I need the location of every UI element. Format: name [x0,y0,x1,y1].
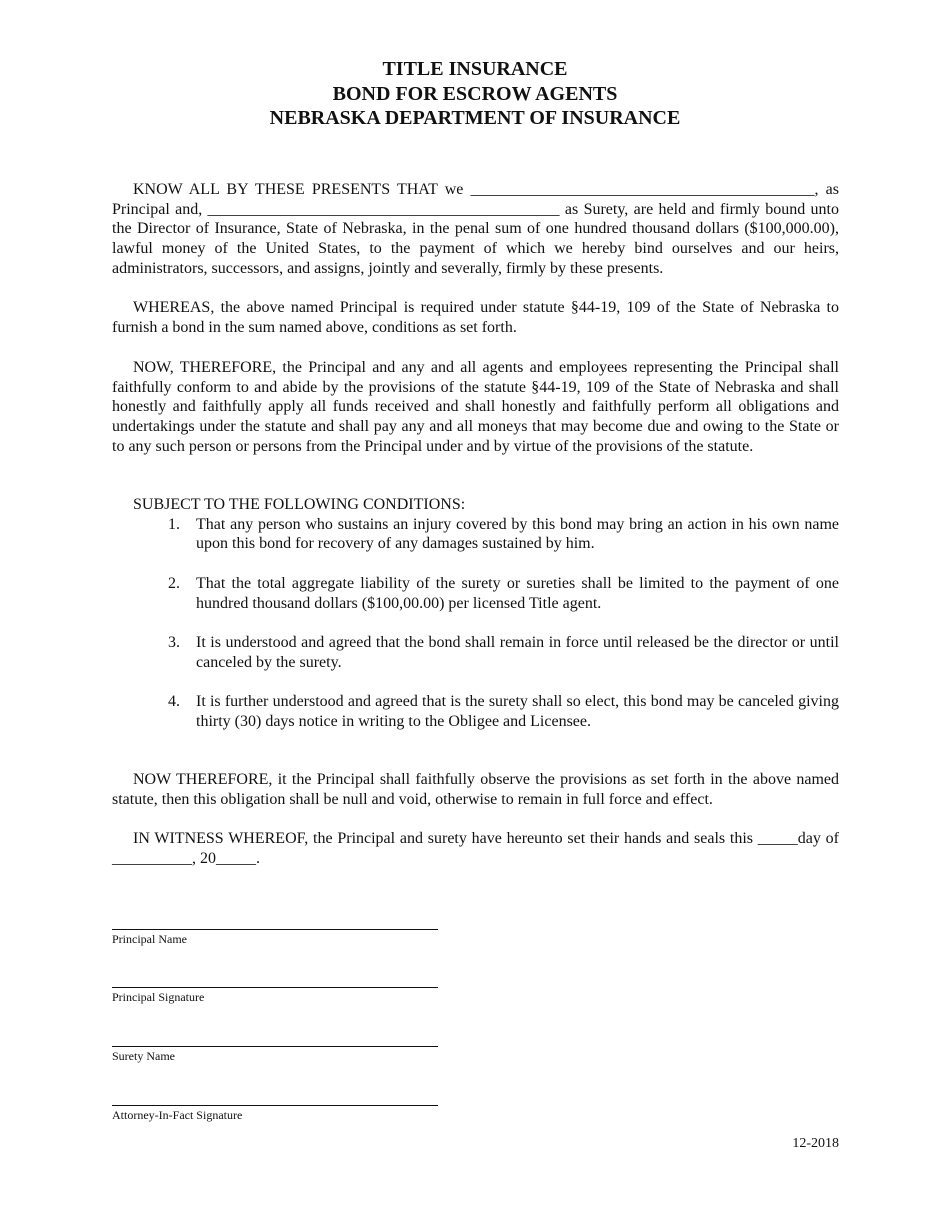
surety-name-line[interactable] [112,1046,438,1047]
condition-item [112,574,839,613]
condition-text: It is understood and agreed that the bond shall remain in force until released be the director or until canceled by the surety. [196,633,839,671]
document-title [0,57,950,131]
witness-paragraph: IN WITNESS WHEREOF, the Principal and surety have hereunto set their hands and seals this _____day of __________, 20_____. [112,830,839,867]
condition-item [112,515,839,554]
title-line-3: NEBRASKA DEPARTMENT OF INSURANCE [269,107,681,129]
obligation-section [112,770,839,809]
principal-signature-block [112,987,438,1004]
principal-signature-line[interactable] [112,987,438,988]
principal-name-block [112,929,438,946]
principal-name-line[interactable] [112,929,438,930]
conditions-list [112,515,839,732]
condition-number: 2. [168,574,180,592]
obligation-paragraph: NOW THEREFORE, it the Principal shall faithfully observe the provisions as set forth in the above named statute, then this obligation shall be null and void, otherwise to remain in full force and effect. [112,771,839,808]
condition-text: That any person who sustains an injury covered by this bond may bring an action in his own name upon this bond for recovery of any damages sustained by him. [196,515,839,553]
attorney-signature-line[interactable] [112,1105,438,1106]
condition-text: It is further understood and agreed that is the surety shall so elect, this bond may be canceled giving thirty (30) days notice in writing to the Obligee and Licensee. [196,692,839,730]
attorney-signature-label: Attorney-In-Fact Signature [112,1108,243,1122]
now-therefore-section [112,358,839,457]
whereas-paragraph: WHEREAS, the above named Principal is required under statute §44-19, 109 of the State of Nebraska to furnish a bond in the sum named above, conditions as set forth. [112,299,839,336]
condition-number: 1. [168,515,180,533]
know-all-section [112,180,839,279]
condition-text: That the total aggregate liability of the surety or sureties shall be limited to the payment of one hundred thousand dollars ($100,00.00) per licensed Title agent. [196,574,839,612]
condition-item [112,633,839,672]
form-revision-code: 12-2018 [792,1136,839,1151]
whereas-section [112,298,839,337]
know-all-paragraph: KNOW ALL BY THESE PRESENTS THAT we ___________________________________________, as Principal and, ____________________________________________ as Surety, are held and firmly bound unto the Director of Insurance, State of Nebraska, in the penal sum of one hundred thousand dollars ($100,000.00), lawful money of the United States, to the payment of which we hereby bind ourselves and our heirs, administrators, successors, and assigns, jointly and severally, firmly by these presents. [112,181,839,277]
attorney-signature-block [112,1105,438,1122]
condition-number: 3. [168,633,180,651]
principal-name-label: Principal Name [112,932,187,946]
title-line-1: TITLE INSURANCE [382,58,568,80]
conditions-heading: SUBJECT TO THE FOLLOWING CONDITIONS: [133,496,466,513]
condition-item [112,692,839,731]
title-line-2: BOND FOR ESCROW AGENTS [332,82,618,105]
witness-section [112,829,839,868]
condition-number: 4. [168,692,180,710]
surety-name-label: Surety Name [112,1049,175,1063]
conditions-section [112,495,839,751]
surety-name-block [112,1046,438,1063]
principal-signature-label: Principal Signature [112,990,205,1004]
now-therefore-paragraph: NOW, THEREFORE, the Principal and any and all agents and employees representing the Principal shall faithfully conform to and abide by the provisions of the statute §44-19, 109 of the State of Nebraska and shall honestly and faithfully apply all funds received and shall honestly and faithfully perform all obligations and undertakings under the statute and shall pay any and all moneys that may become due and owing to the State or to any such person or persons from the Principal under and by virtue of the provisions of the statute. [112,359,839,455]
